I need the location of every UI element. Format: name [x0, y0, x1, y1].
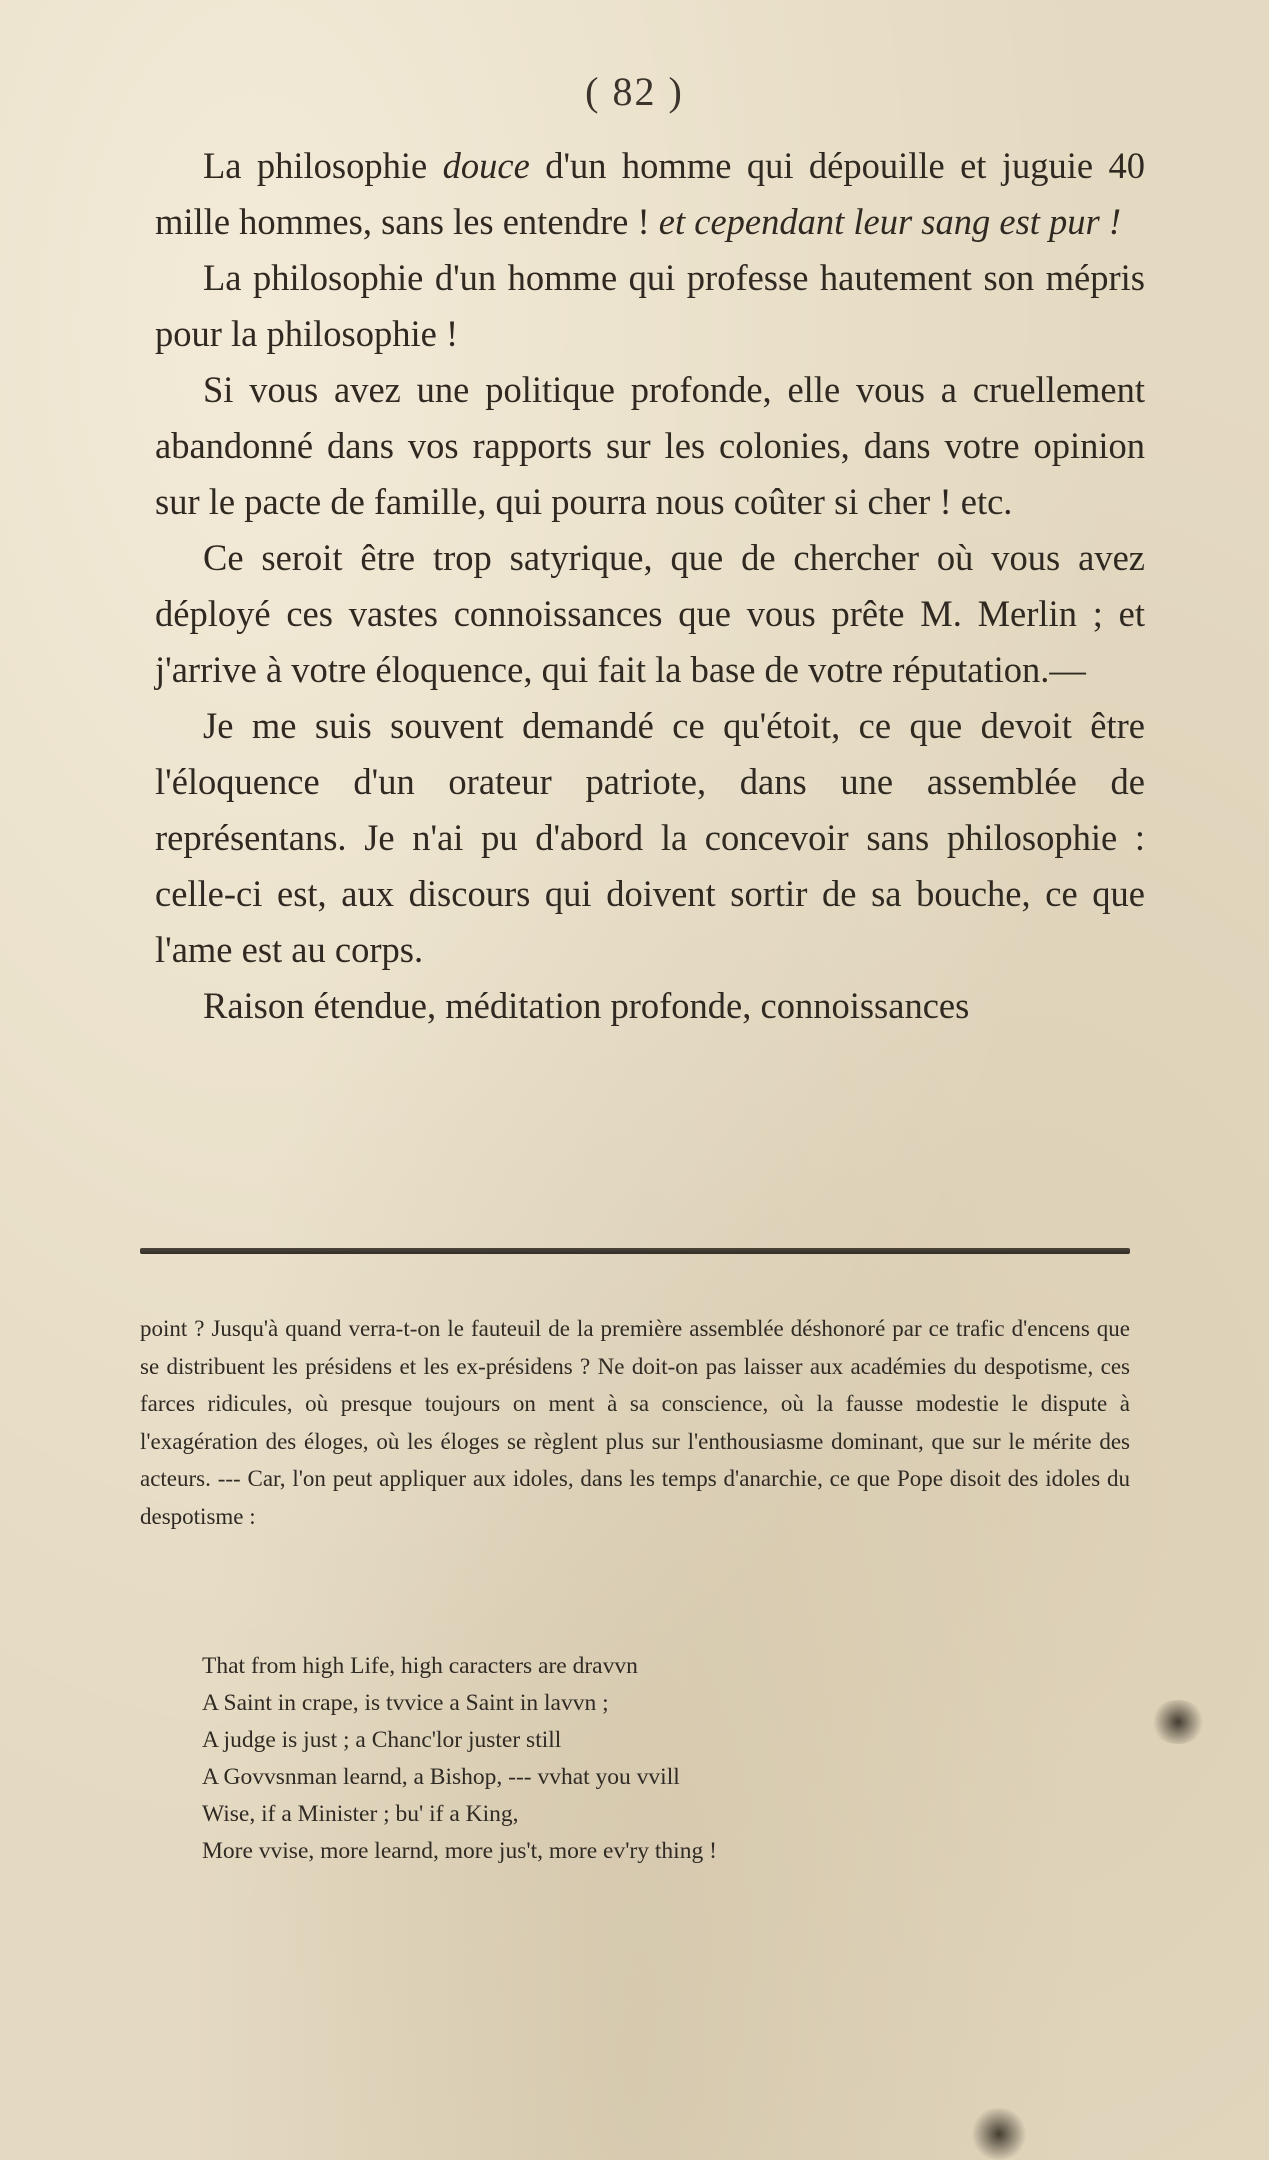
page-number: ( 82 ) [585, 69, 684, 114]
paragraph: La philosophie d'un homme qui professe hautement son mépris pour la philosophie ! [155, 257, 1145, 354]
footnote-text: point ? Jusqu'à quand verra-t-on le fauteuil de la première assemblée déshonoré par ce trafic d'encens que se distribuent les présidens et les ex-présidens ? Ne doit-on pas laisser aux académies du despotisme, ces farces ridicules, où presque toujours on ment à sa conscience, où la fausse modestie le dispute à l'exagération des éloges, où les éloges se règlent plus sur l'enthousiasme dominant, que sur le mérite des acteurs. --- Car, l'on peut appliquer aux idoles, dans les temps d'anarchie, ce que Pope disoit des idoles du despotisme : [140, 1316, 1130, 1529]
paragraph-text: d'un homme qui dépouille et juguie 40 mille hommes, sans les entendre ! [155, 145, 1145, 242]
paragraph: Ce seroit être trop satyrique, que de chercher où vous avez déployé ces vastes connoissances que vous prête M. Merlin ; et j'arrive à votre éloquence, qui fait la base de votre réputation.— [155, 537, 1145, 690]
paragraph [155, 138, 1145, 250]
paragraph: Raison étendue, méditation profonde, connoissances [203, 985, 970, 1026]
verse-line: More vvise, more learnd, more jus't, more ev'ry thing ! [202, 1838, 717, 1864]
paragraph-text: La philosophie [203, 145, 443, 186]
footnote [140, 1310, 1130, 1535]
verse-line: That from high Life, high caracters are dravvn [202, 1653, 638, 1679]
emphasis-text: douce [442, 145, 530, 186]
verse-line: A judge is just ; a Chanc'lor juster still [202, 1727, 562, 1753]
paragraph: Je me suis souvent demandé ce qu'étoit, ce que devoit être l'éloquence d'un orateur patriote, dans une assemblée de représentans. Je n'ai pu d'abord la concevoir sans philosophie : celle-ci est, aux discours qui doivent sortir de sa bouche, ce que l'ame est au corps. [155, 705, 1145, 970]
verse-line: A Govvsnman learnd, a Bishop, --- vvhat you vvill [202, 1764, 680, 1790]
paragraph: Si vous avez une politique profonde, elle vous a cruellement abandonné dans vos rapports sur les colonies, dans votre opinion sur le pacte de famille, qui pourra nous coûter si cher ! etc. [155, 369, 1145, 522]
emphasis-text: et cependant leur sang est pur ! [658, 201, 1122, 242]
verse-quotation [202, 1648, 1002, 1870]
verse-line: Wise, if a Minister ; bu' if a King, [202, 1801, 519, 1827]
footnote-divider [140, 1248, 1130, 1254]
verse-line: A Saint in crape, is tvvice a Saint in lavvn ; [202, 1690, 609, 1716]
ink-stain [1150, 1700, 1206, 1744]
main-text [155, 138, 1145, 1034]
ink-stain [970, 2108, 1028, 2160]
